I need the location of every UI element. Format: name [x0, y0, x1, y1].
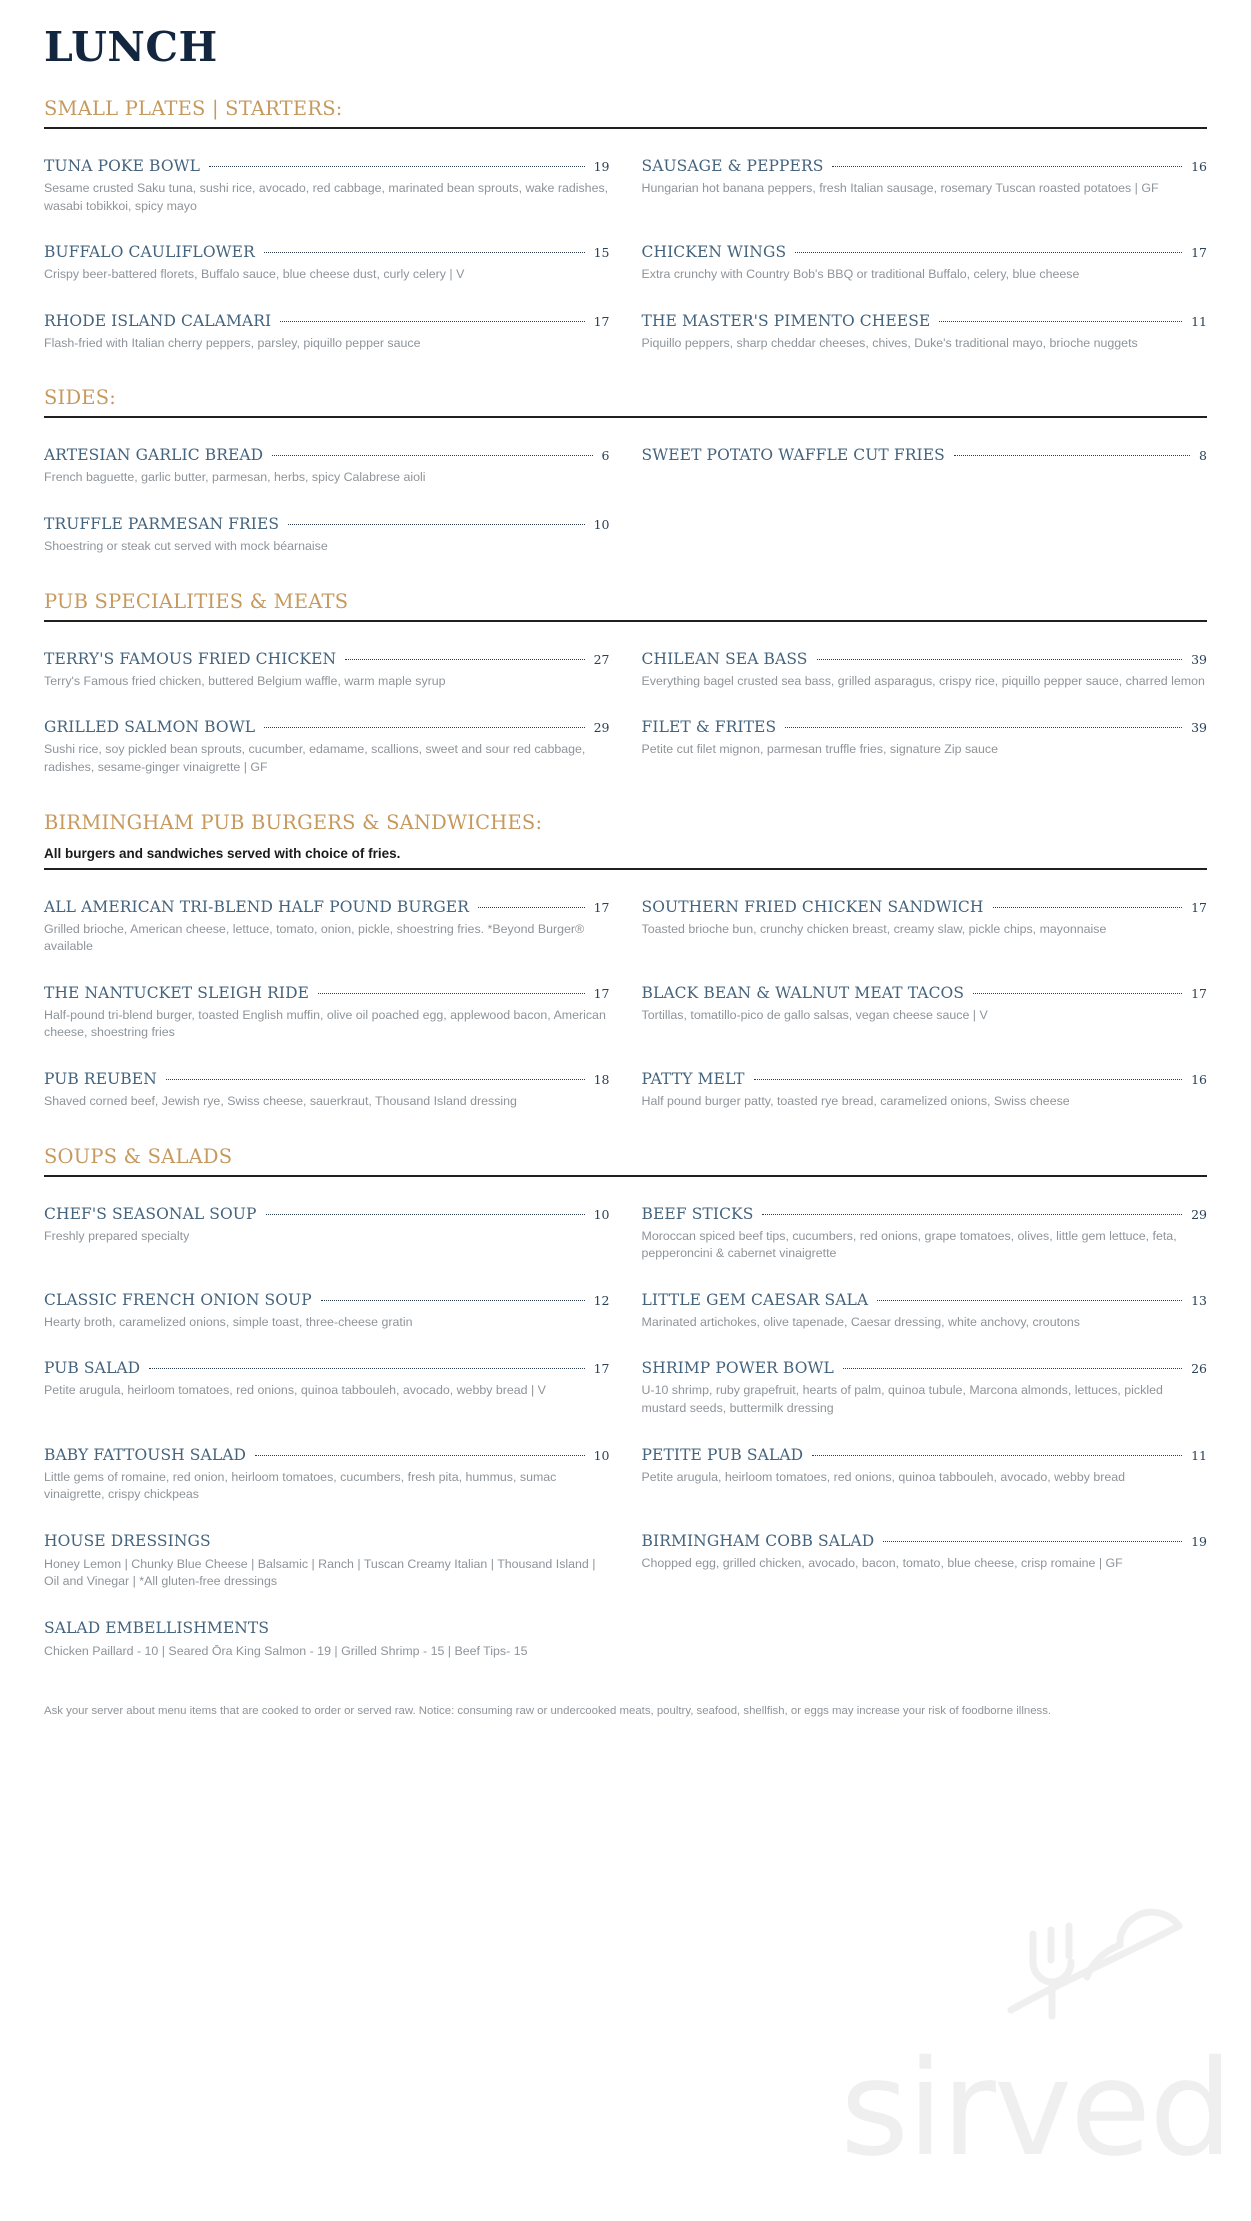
- menu-item-price: 11: [1191, 1447, 1207, 1463]
- price-leader-line: [754, 1079, 1183, 1080]
- menu-item-row: [642, 718, 1208, 736]
- menu-item-name: SALAD EMBELLISHMENTS: [44, 1619, 270, 1638]
- fork-knife-logo-icon: [993, 1890, 1203, 2045]
- menu-item-price: 15: [593, 245, 610, 261]
- menu-item-price: 10: [593, 1447, 610, 1463]
- menu-item[interactable]: [44, 622, 610, 691]
- menu-item-description: Shaved corned beef, Jewish rye, Swiss cheese, sauerkraut, Thousand Island dressing: [44, 1093, 517, 1108]
- menu-item-description: Tortillas, tomatillo-pico de gallo salsas, vegan cheese sauce | V: [641, 1007, 988, 1022]
- price-leader-line: [255, 1455, 585, 1456]
- price-leader-line: [266, 1214, 585, 1215]
- allergen-disclaimer: Ask your server about menu items that are cooked to order or served raw. Notice: consuming raw or undercooked meats, poultry, seafood, shellfish, or eggs may increase your risk of foodborne illness.: [44, 1704, 1052, 1717]
- menu-item-row: [44, 1532, 610, 1551]
- menu-item-row: [642, 1070, 1208, 1088]
- menu-item-price: 17: [1191, 245, 1207, 261]
- menu-item-row: [44, 650, 610, 668]
- menu-item[interactable]: [44, 956, 610, 1042]
- menu-item-price: 8: [1199, 448, 1207, 464]
- menu-item-price: 17: [1191, 985, 1207, 1001]
- menu-item-price: 19: [593, 159, 610, 175]
- menu-item-price: 17: [593, 899, 610, 915]
- menu-grid: [44, 129, 1207, 352]
- menu-item-price: 39: [1191, 651, 1207, 667]
- menu-item[interactable]: [642, 129, 1208, 215]
- menu-item-row: [44, 243, 610, 261]
- price-leader-line: [832, 166, 1182, 167]
- menu-item-description: Petite cut filet mignon, parmesan truffle fries, signature Zip sauce: [641, 742, 999, 757]
- menu-item-name: RHODE ISLAND CALAMARI: [44, 311, 272, 330]
- menu-item[interactable]: [44, 1591, 610, 1661]
- menu-item[interactable]: [44, 215, 610, 284]
- menu-item-name: CLASSIC FRENCH ONION SOUP: [44, 1290, 312, 1309]
- section-note: All burgers and sandwiches served with choice of fries.: [44, 845, 401, 861]
- menu-item-row: [642, 312, 1208, 330]
- menu-item-name: CHEF'S SEASONAL SOUP: [44, 1204, 257, 1223]
- menu-item-price: 16: [1191, 1071, 1207, 1087]
- menu-item-description: Toasted brioche bun, crunchy chicken breast, creamy slaw, pickle chips, mayonnaise: [641, 921, 1107, 936]
- menu-item[interactable]: [44, 1263, 610, 1332]
- menu-item-price: 26: [1191, 1361, 1207, 1377]
- price-leader-line: [166, 1079, 585, 1080]
- menu-item-description: Extra crunchy with Country Bob's BBQ or traditional Buffalo, celery, blue cheese: [641, 267, 1080, 282]
- menu-item-row: [642, 650, 1208, 668]
- price-leader-line: [785, 727, 1182, 728]
- sirved-watermark: [677, 1845, 1237, 2186]
- menu-item-name: ALL AMERICAN TRI-BLEND HALF POUND BURGER: [44, 897, 469, 916]
- menu-item-description: Chicken Paillard - 10 | Seared Ōra King Salmon - 19 | Grilled Shrimp - 15 | Beef Tips- 15: [44, 1644, 528, 1659]
- menu-item-row: [44, 984, 610, 1002]
- menu-item-row: [642, 1291, 1208, 1309]
- menu-section: [0, 590, 1251, 777]
- menu-item-name: PUB SALAD: [44, 1359, 141, 1378]
- menu-item-row: [642, 1446, 1208, 1464]
- menu-item-name: BUFFALO CAULIFLOWER: [44, 243, 255, 262]
- menu-item-name: BIRMINGHAM COBB SALAD: [641, 1531, 875, 1550]
- menu-item[interactable]: [44, 129, 610, 215]
- menu-item[interactable]: [642, 1331, 1208, 1417]
- price-leader-line: [149, 1368, 584, 1369]
- menu-item-row: [44, 515, 610, 533]
- menu-item[interactable]: [44, 1418, 610, 1504]
- price-leader-line: [321, 1300, 585, 1301]
- menu-item-description: Moroccan spiced beef tips, cucumbers, red onions, grape tomatoes, olives, little gem lettuce, feta, pepperoncini & cabernet vinaigrette: [641, 1228, 1177, 1261]
- menu-section: [0, 1145, 1251, 1661]
- price-leader-line: [209, 166, 585, 167]
- menu-item-price: 19: [1191, 1533, 1207, 1549]
- menu-item-name: CHILEAN SEA BASS: [641, 649, 808, 668]
- menu-item-name: BLACK BEAN & WALNUT MEAT TACOS: [641, 983, 965, 1002]
- menu-item-name: PETITE PUB SALAD: [641, 1445, 804, 1464]
- menu-item-price: 27: [593, 651, 610, 667]
- menu-item-row: [642, 1359, 1208, 1377]
- menu-item-price: 12: [593, 1292, 610, 1308]
- price-leader-line: [877, 1300, 1182, 1301]
- menu-item-name: SWEET POTATO WAFFLE CUT FRIES: [641, 446, 945, 465]
- menu-item[interactable]: [44, 418, 610, 487]
- menu-item-description: Grilled brioche, American cheese, lettuce, tomato, onion, pickle, shoestring fries. *Beyond Burger® available: [44, 921, 585, 954]
- section-heading: SMALL PLATES | STARTERS:: [44, 97, 343, 121]
- price-leader-line: [478, 907, 585, 908]
- menu-item-description: Terry's Famous fried chicken, buttered Belgium waffle, warm maple syrup: [44, 673, 446, 688]
- menu-item-name: PUB REUBEN: [44, 1069, 157, 1088]
- menu-item-description: Half-pound tri-blend burger, toasted English muffin, olive oil poached egg, applewood bacon, American cheese, shoestring fries: [44, 1007, 606, 1040]
- menu-item-row: [642, 243, 1208, 261]
- menu-item-price: 10: [593, 517, 610, 533]
- menu-item-price: 17: [1191, 899, 1207, 915]
- menu-item-row: [642, 157, 1208, 175]
- price-leader-line: [272, 455, 592, 456]
- menu-item-price: 39: [1191, 720, 1207, 736]
- menu-item-description: Hearty broth, caramelized onions, simple toast, three-cheese gratin: [44, 1314, 413, 1329]
- watermark-text: sirved: [840, 2032, 1231, 2186]
- menu-item-row: [44, 1070, 610, 1088]
- menu-item-price: 18: [593, 1071, 610, 1087]
- menu-item-name: HOUSE DRESSINGS: [44, 1531, 211, 1550]
- menu-item-row: [44, 1446, 610, 1464]
- menu-item-name: PATTY MELT: [641, 1069, 745, 1088]
- price-leader-line: [973, 993, 1182, 994]
- menu-item-price: 11: [1191, 313, 1207, 329]
- menu-section: [0, 811, 1251, 1111]
- menu-item-name: BEEF STICKS: [641, 1204, 754, 1223]
- menu-item-name: TUNA POKE BOWL: [44, 157, 201, 176]
- price-leader-line: [939, 321, 1182, 322]
- menu-item-price: 17: [593, 1361, 610, 1377]
- menu-item[interactable]: [44, 870, 610, 956]
- menu-grid: [44, 418, 1207, 555]
- menu-item[interactable]: [642, 690, 1208, 776]
- menu-item-description: Little gems of romaine, red onion, heirloom tomatoes, cucumbers, fresh pita, hummus, sumac vinaigrette, crispy chickpeas: [44, 1469, 557, 1502]
- menu-item-row: [44, 1359, 610, 1377]
- menu-item-description: Piquillo peppers, sharp cheddar cheeses, chives, Duke's traditional mayo, brioche nuggets: [641, 335, 1138, 350]
- price-leader-line: [318, 993, 585, 994]
- menu-item-description: Shoestring or steak cut served with mock béarnaise: [44, 539, 328, 554]
- price-leader-line: [288, 524, 584, 525]
- menu-item-description: Marinated artichokes, olive tapenade, Caesar dressing, white anchovy, croutons: [641, 1314, 1080, 1329]
- menu-item-price: 29: [593, 720, 610, 736]
- menu-item-name: TERRY'S FAMOUS FRIED CHICKEN: [44, 649, 337, 668]
- menu-item[interactable]: [44, 690, 610, 776]
- menu-item-row: [44, 157, 610, 175]
- menu-item-name: SHRIMP POWER BOWL: [641, 1359, 834, 1378]
- price-leader-line: [264, 252, 585, 253]
- menu-item[interactable]: [44, 1331, 610, 1417]
- menu-item-description: U-10 shrimp, ruby grapefruit, hearts of palm, quinoa tubule, Marcona almonds, lettuces, pickled mustard seeds, buttermilk dressing: [641, 1383, 1163, 1416]
- menu-item-price: 17: [593, 313, 610, 329]
- menu-item-description: Petite arugula, heirloom tomatoes, red onions, quinoa tabbouleh, avocado, webby bread | V: [44, 1383, 546, 1398]
- menu-item[interactable]: [642, 215, 1208, 284]
- price-leader-line: [817, 659, 1183, 660]
- section-heading: SIDES:: [44, 386, 117, 410]
- menu-item-row: [642, 1532, 1208, 1550]
- menu-item-row: [642, 898, 1208, 916]
- menu-item-description: Everything bagel crusted sea bass, grilled asparagus, crispy rice, piquillo pepper sauce, charred lemon: [641, 673, 1205, 688]
- menu-item-description: Half pound burger patty, toasted rye bread, caramelized onions, Swiss cheese: [641, 1093, 1070, 1108]
- menu-item-row: [44, 1619, 610, 1638]
- menu-item-name: TRUFFLE PARMESAN FRIES: [44, 515, 280, 534]
- price-leader-line: [264, 727, 584, 728]
- menu-item[interactable]: [44, 284, 610, 353]
- menu-grid: [44, 1177, 1207, 1661]
- menu-item-name: LITTLE GEM CAESAR SALA: [641, 1290, 869, 1309]
- menu-item-name: SOUTHERN FRIED CHICKEN SANDWICH: [641, 897, 984, 916]
- menu-grid: [44, 622, 1207, 777]
- menu-item[interactable]: [642, 1504, 1208, 1591]
- menu-item-description: Petite arugula, heirloom tomatoes, red onions, quinoa tabbouleh, avocado, webby bread: [641, 1469, 1126, 1484]
- menu-item-description: Chopped egg, grilled chicken, avocado, bacon, tomato, blue cheese, crisp romaine | GF: [641, 1555, 1123, 1570]
- price-leader-line: [762, 1214, 1182, 1215]
- section-heading: BIRMINGHAM PUB BURGERS & SANDWICHES:: [44, 810, 543, 834]
- menu-item-description: Flash-fried with Italian cherry peppers, parsley, piquillo pepper sauce: [44, 335, 421, 350]
- menu-item[interactable]: [44, 487, 610, 556]
- price-leader-line: [843, 1368, 1182, 1369]
- menu-item-name: THE MASTER'S PIMENTO CHEESE: [641, 311, 931, 330]
- price-leader-line: [812, 1455, 1182, 1456]
- menu-item-description: Freshly prepared specialty: [44, 1228, 190, 1243]
- menu-item[interactable]: [642, 284, 1208, 353]
- menu-item-row: [44, 898, 610, 916]
- menu-item-description: Hungarian hot banana peppers, fresh Italian sausage, rosemary Tuscan roasted potatoes | GF: [641, 181, 1159, 196]
- page-title: LUNCH: [44, 23, 218, 71]
- menu-item[interactable]: [44, 1042, 610, 1111]
- menu-item-row: [642, 1205, 1208, 1223]
- menu-item-price: 16: [1191, 159, 1207, 175]
- menu-item-name: SAUSAGE & PEPPERS: [641, 157, 824, 176]
- menu-item-row: [44, 718, 610, 736]
- menu-item[interactable]: [44, 1504, 610, 1591]
- menu-item[interactable]: [642, 1042, 1208, 1111]
- menu-item-description: Honey Lemon | Chunky Blue Cheese | Balsamic | Ranch | Tuscan Creamy Italian | Thousand Island | Oil and Vinegar | *All gluten-free dressings: [44, 1556, 596, 1589]
- menu-item-name: BABY FATTOUSH SALAD: [44, 1445, 247, 1464]
- menu-item-price: 17: [593, 985, 610, 1001]
- menu-section: [0, 97, 1251, 352]
- menu-item-row: [44, 312, 610, 330]
- menu-item-row: [44, 1205, 610, 1223]
- menu-item-description: Sesame crusted Saku tuna, sushi rice, avocado, red cabbage, marinated bean sprouts, wake radishes, wasabi tobikkoi, spicy mayo: [44, 181, 609, 213]
- menu-item[interactable]: [642, 1418, 1208, 1504]
- menu-item-name: THE NANTUCKET SLEIGH RIDE: [44, 983, 310, 1002]
- menu-item-price: 10: [593, 1206, 610, 1222]
- price-leader-line: [954, 455, 1190, 456]
- price-leader-line: [883, 1541, 1182, 1542]
- menu-item-name: FILET & FRITES: [641, 718, 777, 737]
- menu-item-row: [44, 446, 610, 464]
- menu-item-name: CHICKEN WINGS: [641, 243, 787, 262]
- section-heading: SOUPS & SALADS: [44, 1144, 233, 1168]
- price-leader-line: [795, 252, 1182, 253]
- menu-sections: [0, 97, 1251, 1661]
- menu-item-name: ARTESIAN GARLIC BREAD: [44, 446, 264, 465]
- menu-content: [0, 23, 1251, 1719]
- menu-item-row: [44, 1291, 610, 1309]
- menu-item[interactable]: [642, 622, 1208, 691]
- menu-item[interactable]: [642, 956, 1208, 1042]
- menu-item-row: [642, 984, 1208, 1002]
- section-heading: PUB SPECIALITIES & MEATS: [44, 589, 349, 613]
- menu-item[interactable]: [44, 1177, 610, 1263]
- price-leader-line: [280, 321, 584, 322]
- menu-item-description: French baguette, garlic butter, parmesan, herbs, spicy Calabrese aioli: [44, 470, 426, 485]
- menu-item[interactable]: [642, 870, 1208, 956]
- menu-item-description: Crispy beer-battered florets, Buffalo sauce, blue cheese dust, curly celery | V: [44, 267, 465, 282]
- menu-grid: [44, 870, 1207, 1111]
- menu-item-description: Sushi rice, soy pickled bean sprouts, cucumber, edamame, scallions, sweet and sour red cabbage, radishes, sesame-ginger vinaigrette | GF: [44, 742, 586, 774]
- menu-item[interactable]: [642, 1263, 1208, 1332]
- menu-item[interactable]: [642, 418, 1208, 487]
- menu-item-price: 29: [1191, 1206, 1207, 1222]
- price-leader-line: [993, 907, 1183, 908]
- menu-item-price: 6: [601, 448, 610, 464]
- price-leader-line: [345, 659, 584, 660]
- menu-item-name: GRILLED SALMON BOWL: [44, 718, 256, 737]
- menu-item-price: 13: [1191, 1292, 1207, 1308]
- menu-section: [0, 386, 1251, 555]
- menu-item[interactable]: [642, 1177, 1208, 1263]
- menu-item-row: [642, 446, 1208, 464]
